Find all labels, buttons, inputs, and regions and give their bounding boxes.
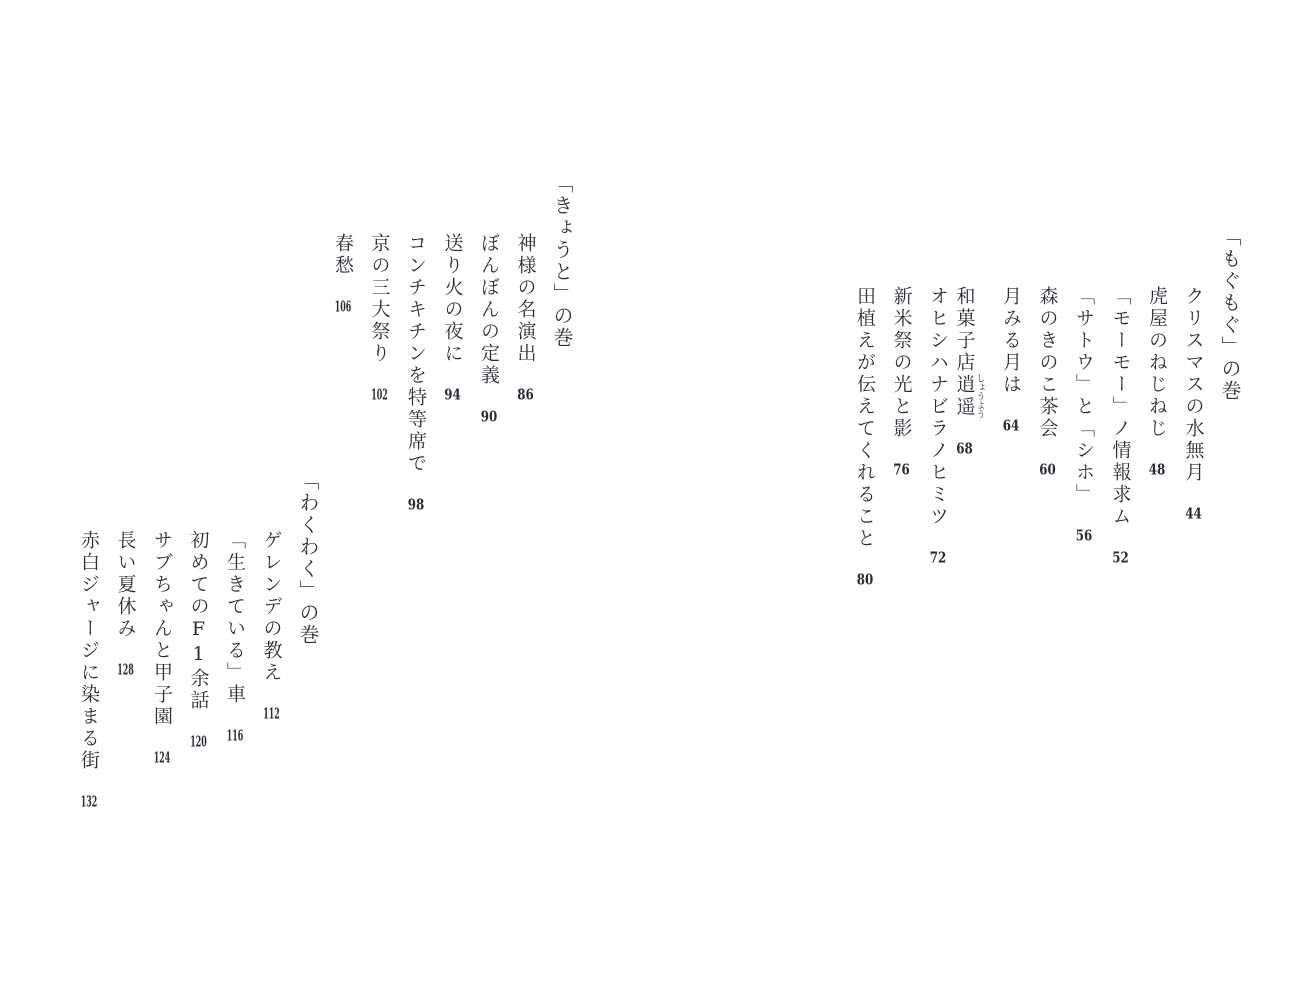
toc-entry [224,470,245,809]
toc-entry [332,173,353,512]
entry-page-number: 72 [929,550,947,565]
toc-entry [515,173,536,512]
toc-entry [442,173,463,512]
toc-entry [78,470,99,809]
entry-title: クリスマスの水無月 [1182,286,1205,484]
section-title: 「わくわく」の巻 [296,470,320,646]
toc-entry [369,173,390,512]
entry-title: 京の三大祭り [368,233,391,365]
entry-page-number: 120 [190,734,207,749]
entry-title [953,286,985,419]
toc-entry [151,470,172,809]
entry-title: コンチキチンを特等席で [405,233,427,475]
entry-title: サブちゃんと甲子園 [151,530,173,728]
section-title: 「きょうと」の巻 [550,173,574,349]
entry-page-number: 60 [1039,462,1056,477]
toc-section-mogumogu [839,226,1241,587]
entry-page-number: 102 [371,387,388,402]
entry-page-number: 124 [153,750,171,765]
entry-page-number: 98 [407,497,425,512]
entry-page-number: 116 [226,728,244,743]
entry-title: ゲレンデの教え [260,530,283,684]
entry-title: 月みる月は [1000,286,1022,396]
section-title: 「もぐもぐ」の巻 [1218,226,1242,402]
entry-title: 森のきのこ茶会 [1036,286,1059,440]
toc-entry [1110,226,1131,587]
toc-entry [478,173,499,512]
entry-page-number: 48 [1148,462,1166,477]
entry-title-ruby: 逍遥 しょうよう [953,373,985,419]
entry-page-number: 76 [893,462,910,477]
entry-page-number: 90 [480,409,498,424]
toc-entry [1073,226,1094,587]
entry-title: 新米祭の光と影 [890,286,913,440]
toc-entry [115,470,136,809]
toc-entry [953,226,985,587]
entry-title: 「モーモー」ノ情報求ム [1109,286,1132,528]
entry-page-number: 64 [1002,418,1020,433]
toc-entry [891,226,912,587]
entry-title: ぼんぼんの定義 [478,233,500,387]
entry-page-number: 56 [1075,528,1093,543]
entry-title [188,530,210,712]
toc-section-kyouto [317,173,573,512]
entry-title-segment: 初めての [187,530,210,618]
entry-page-number: 68 [956,440,973,456]
entry-page-number: 112 [263,706,280,721]
toc-entry [261,470,282,809]
toc-entry [1183,226,1204,587]
entry-title: 「サトウ」と「シホ」 [1073,286,1095,506]
entry-title-segment: 和菓子店 [953,286,976,374]
entry-title: 送り火の夜に [441,233,464,365]
toc-entry [1037,226,1058,587]
entry-page-number: 80 [856,572,874,587]
entry-title-segment: F1 [187,618,210,668]
toc-entry [188,470,209,809]
entry-page-number: 106 [334,299,352,314]
entry-title: 赤白ジャージに染まる街 [78,530,100,772]
entry-title: 神様の名演出 [514,233,537,365]
entry-page-number: 132 [80,794,98,809]
entry-title: 田植えが伝えてくれること [854,286,876,550]
entry-page-number: 94 [444,387,461,402]
entry-title-segment: 余話 [187,668,210,712]
toc-entry [1000,226,1021,587]
toc-entry [854,226,875,587]
entry-title: オヒシハナビラノヒミツ [927,286,949,528]
entry-page-number: 128 [117,662,134,677]
entry-page-number: 86 [517,387,534,402]
toc-section-wakuwaku [63,470,319,809]
entry-title: 長い夏休み [114,530,137,640]
toc-entry [405,173,426,512]
entry-title: 春愁 [332,233,354,277]
entry-page-number: 44 [1185,506,1202,521]
entry-title: 「生きている」車 [224,530,246,706]
toc-entry [1146,226,1167,587]
entry-page-number: 52 [1112,550,1129,565]
toc-entry [927,226,948,587]
entry-title: 虎屋のねじねじ [1146,286,1168,440]
